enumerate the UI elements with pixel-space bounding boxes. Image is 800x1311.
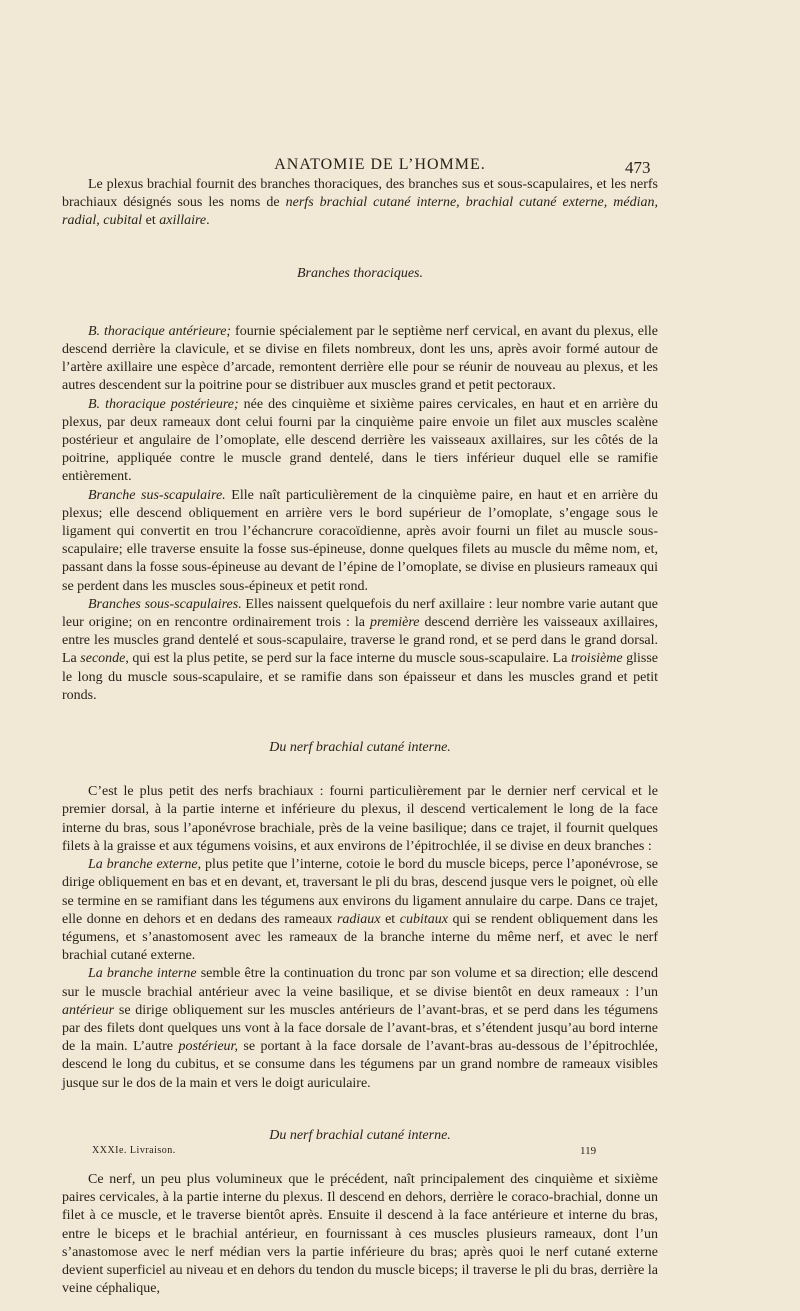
text-run: Elles naissent quelquefois du nerf axillaire : leur nombre varie autant que leur origine; on en rencontre ordinairement trois : la: [62, 596, 659, 631]
text-run: se dirige obliquement sur les muscles antérieurs de l’avant-bras, et se perd dans les tégumens par des filets dont quelques uns vont à la face dorsale de l’avant-bras, et s’étendent jusqu’au bord interne de la main. L’autre: [62, 1002, 658, 1055]
italic-run: nerfs brachial cutané interne, brachial cutané externe, médian, radial, cubital: [62, 195, 658, 229]
italic-run: La branche externe: [88, 857, 198, 873]
text-run: .: [206, 213, 210, 229]
text-run: et: [142, 213, 160, 229]
running-header: [0, 156, 800, 178]
italic-run: Branches sous-scapulaires.: [88, 596, 242, 612]
page-footer: [0, 1145, 800, 1161]
paragraph-thoracique-posterieure: [62, 396, 658, 487]
italic-run: Branche sus-scapulaire.: [88, 487, 226, 503]
text-run: , plus petite que l’interne, cotoie le bord du muscle biceps, perce l’aponévrose, se dirige obliquement en bas et en devant, et, traversant le pli du bras, descend jusque vers le poignet, où elle se termine en se ramifiant dans les tégumens aux environs du ligament annulaire du carpe. Dans ce trajet, elle donne en dehors et en dedans des rameaux: [62, 857, 659, 927]
italic-run: première: [369, 615, 420, 631]
italic-run: antérieur: [62, 1002, 115, 1018]
italic-run: cubitaux: [399, 911, 448, 927]
italic-run: B. thoracique antérieure;: [88, 323, 232, 339]
text-run: glisse le long du muscle sous-scapulaire, et se ramifie dans son épaisseur et dans les muscles grand et petit ronds.: [62, 651, 658, 703]
heading-branches-thoraciques: Branches thoraciques.: [297, 265, 423, 281]
text-run: Elle naît particulièrement de la cinquième paire, en haut et en arrière du plexus; elle descend obliquement en arrière vers le bord supérieur de l’omoplate, s’engage sous le ligament qui convertit en trou l’échancrure coracoïdienne, après avoir fourni un filet au muscle sous-scapulaire; elle traverse ensuite la fosse sus-épineuse, donne quelques filets au muscle du même nom, et, passant dans la fosse sous-épineuse au devant de l’épine de l’omoplate, se divise en plusieurs rameaux qui se perdent dans les muscles sous-épineux et petit rond.: [62, 487, 658, 594]
text-run: née des cinquième et sixième paires cervicales, en haut et en arrière du plexus, par deux rameaux dont celui fourni par la cinquième paire envoie un filet aux muscles scalène postérieur et angulaire de l’omoplate, elle descend derrière les vaisseaux axillaires, sur les côtés de la poitrine, appliquée contre le muscle grand dentelé, dans le tiers inférieur duquel elle se ramifie entièrement.: [62, 396, 658, 485]
text-run: descend derrière les vaisseaux axillaires, entre les muscles grand dentelé et sous-scapulaire, traverse le grand rond, et se perd dans le grand dorsal. La: [62, 615, 658, 667]
signature-mark: 119: [580, 1145, 597, 1157]
text-run: fournie spécialement par le septième nerf cervical, en avant du plexus, elle descend derrière la clavicule, et se divise en filets nombreux, dont les uns, après avoir formé autour de l’artère axillaire une espèce d’arcade, remontent derrière elle pour se réunir de nouveau au plexus, et les autres descendent sur la poitrine pour se distribuer aux muscles grand et petit pectoraux.: [62, 323, 658, 394]
text-run: et: [380, 911, 400, 927]
text-run: , qui est la plus petite, se perd sur la face interne du muscle sous-scapulaire. La: [125, 651, 571, 667]
text-run: Le plexus brachial fournit des branches thoraciques, des branches sus et sous-scapulaires, et les nerfs brachiaux désignés sous les noms de: [62, 177, 658, 211]
livraison-mark: XXXIe. Livraison.: [92, 1145, 176, 1156]
heading-cutane-interne-1: Du nerf brachial cutané interne.: [269, 740, 451, 756]
paragraph-cutane-interne-intro: [62, 783, 658, 856]
page-body: [62, 176, 658, 1298]
italic-run: troisième: [570, 651, 623, 667]
page-number: 473: [625, 158, 651, 177]
italic-run: radiaux: [336, 911, 381, 927]
italic-run: seconde: [80, 651, 126, 667]
paragraph-sus-scapulaire: [62, 487, 658, 596]
paragraph-sous-scapulaires: [62, 596, 658, 705]
paragraph-thoracique-anterieure: [62, 323, 658, 396]
text-run: C’est le plus petit des nerfs brachiaux : fourni particulièrement par le dernier nerf cervical et le premier dorsal, à la partie interne et inférieure du plexus, il descend verticalement le long de la face interne du bras, sous l’aponévrose brachiale, près de la veine basilique; dans ce trajet, il fournit quelques filets à la graisse et aux tégumens voisins, et aux environs de l’épitrochlée, il se divise en deux branches :: [62, 784, 658, 854]
italic-run: B. thoracique postérieure;: [88, 396, 239, 412]
italic-run: postérieur,: [178, 1039, 238, 1055]
intro-paragraph: [62, 176, 658, 231]
paragraph-nerf-cutane-externe: [62, 1171, 658, 1298]
paragraph-branche-interne: [62, 965, 658, 1092]
text-run: semble être la continuation du tronc par son volume et sa direction; elle descend sur le muscle brachial antérieur avec la veine basilique, et se divise bientôt en deux rameaux : l’un: [62, 966, 658, 1000]
text-run: se portant à la face dorsale de l’avant-bras au-dessous de l’épitrochlée, descend le long du cubitus, et se consume dans les tégumens par un grand nombre de rameaux visibles jusque sur le dos de la main et vers le doigt auriculaire.: [62, 1039, 659, 1091]
text-run: Ce nerf, un peu plus volumineux que le précédent, naît principalement des cinquième et sixième paires cervicales, à la partie interne du plexus. Il descend en dehors, derrière le coraco-brachial, donne un filet à ce muscle, et le traverse bientôt après. Ensuite il descend à la face antérieure et interne du bras, entre le biceps et le brachial antérieur, en fournissant à ces muscles plusieurs rameaux, dont l’un s’anastomose avec le nerf médian vers la partie inférieure du bras; après quoi le nerf cutané externe devient superficiel au niveau et en dehors du tendon du muscle biceps; il traverse le pli du bras, derrière la veine céphalique,: [62, 1171, 658, 1297]
paragraph-branche-externe: [62, 856, 658, 965]
running-title: ANATOMIE DE L’HOMME.: [274, 156, 486, 173]
italic-run: La branche interne: [88, 966, 197, 982]
text-run: qui se rendent obliquement dans les tégumens, et s’anastomosent avec les rameaux de la branche interne du même nerf, et avec le nerf brachial cutané externe.: [62, 911, 659, 964]
italic-run: axillaire: [159, 213, 207, 229]
heading-cutane-interne-2: Du nerf brachial cutané interne.: [269, 1127, 451, 1143]
